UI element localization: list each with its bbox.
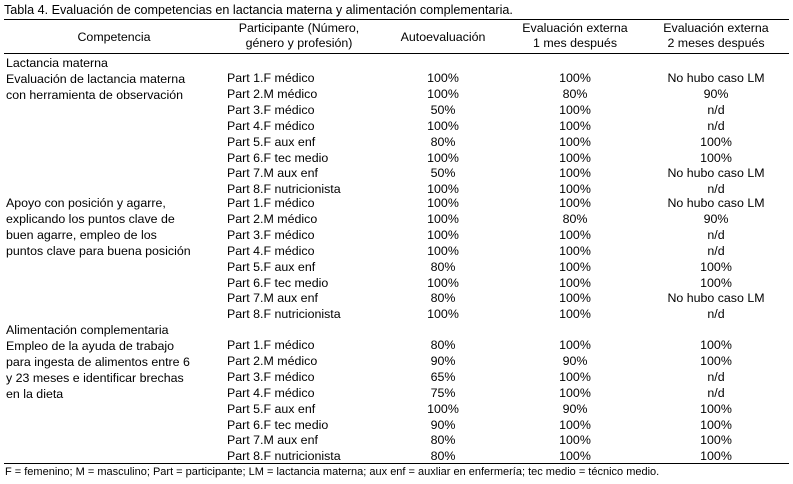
externa-1-cell: 100% — [559, 166, 591, 181]
competence-cell — [6, 322, 221, 402]
competence-line: para ingesta de alimentos entre 6 — [6, 355, 190, 369]
participant-cell: Part 5.F aux enf — [227, 259, 316, 274]
competence-line: puntos clave para buena posición — [6, 244, 191, 258]
competence-line: Lactancia materna — [6, 56, 108, 70]
autoevaluacion-cell: 80% — [430, 338, 456, 352]
competence-line: en la dieta — [6, 387, 64, 401]
participant-cell: Part 6.F tec medio — [227, 150, 329, 165]
table-footnote: F = femenino; M = masculino; Part = participante; LM = lactancia materna; aux enf = auxliar en enfermería; tec medio = técnico medio. — [5, 466, 660, 478]
externa-1-cell: 100% — [559, 275, 591, 290]
autoevaluacion-cell: 80% — [430, 449, 456, 464]
participant-cell: Part 5.F aux enf — [227, 134, 316, 149]
externa-2-cell: 100% — [700, 353, 732, 368]
externa-2-cell: n/d — [707, 102, 725, 117]
competence-line: Alimentación complementaria — [6, 323, 169, 337]
externa-1-cell: 90% — [562, 401, 588, 416]
autoevaluacion-cell: 80% — [430, 134, 456, 149]
table-top-rule — [4, 19, 789, 20]
header-externa-1: Evaluación externa 1 mes después — [522, 21, 628, 50]
externa-1-cell: 80% — [562, 86, 588, 101]
externa-2-cell: 90% — [703, 211, 729, 226]
externa-2-cell: 100% — [700, 338, 732, 352]
externa-1-cell: 80% — [562, 211, 588, 226]
participant-cell: Part 4.F médico — [227, 243, 315, 258]
participant-cell: Part 8.F nutricionista — [227, 449, 341, 464]
externa-1-cell: 100% — [559, 338, 591, 352]
participant-cell: Part 7.M aux enf — [227, 291, 318, 306]
participant-cell: Part 5.F aux enf — [227, 401, 316, 416]
participant-cell: Part 2.M médico — [227, 353, 318, 368]
header-autoevaluacion: Autoevaluación — [400, 30, 486, 44]
autoevaluacion-cell: 90% — [430, 417, 456, 432]
externa-1-cell: 100% — [559, 227, 591, 242]
autoevaluacion-cell: 100% — [427, 401, 459, 416]
externa-1-cell: 90% — [562, 353, 588, 368]
externa-2-cell: n/d — [707, 385, 725, 400]
externa-1-cell: 100% — [559, 102, 591, 117]
competence-line: explicando los puntos clave de — [6, 212, 175, 226]
autoevaluacion-cell: 100% — [427, 118, 459, 133]
externa-2-cell: 100% — [700, 449, 732, 464]
autoevaluacion-cell: 100% — [427, 275, 459, 290]
externa-2-cell: n/d — [707, 369, 725, 384]
participant-cell: Part 6.F tec medio — [227, 417, 329, 432]
externa-2-cell: 100% — [700, 150, 732, 165]
competence-line: Evaluación de lactancia materna — [6, 72, 186, 86]
competence-line: Empleo de la ayuda de trabajo — [6, 339, 175, 353]
autoevaluacion-cell: 100% — [427, 307, 459, 322]
participant-cell: Part 1.F médico — [227, 196, 315, 210]
participant-cell: Part 2.M médico — [227, 86, 318, 101]
autoevaluacion-cell: 100% — [427, 227, 459, 242]
participant-cell: Part 8.F nutricionista — [227, 182, 341, 197]
table-bottom-rule — [4, 463, 789, 464]
competence-line: y 23 meses e identificar brechas — [6, 371, 184, 385]
externa-2-cell: n/d — [707, 227, 725, 242]
participant-cell: Part 4.F médico — [227, 118, 315, 133]
autoevaluacion-cell: 80% — [430, 433, 456, 448]
header-participante: Participante (Número, género y profesión) — [238, 21, 360, 50]
externa-1-cell: 100% — [559, 134, 591, 149]
autoevaluacion-cell: 100% — [427, 71, 459, 85]
autoevaluacion-cell: 80% — [430, 259, 456, 274]
externa-2-cell: n/d — [707, 307, 725, 322]
autoevaluacion-cell: 80% — [430, 291, 456, 306]
participant-cell: Part 6.F tec medio — [227, 275, 329, 290]
externa-1-cell: 100% — [559, 369, 591, 384]
competence-line: Apoyo con posición y agarre, — [6, 196, 166, 210]
autoevaluacion-cell: 100% — [427, 196, 459, 210]
autoevaluacion-cell: 75% — [430, 385, 456, 400]
externa-1-cell: 100% — [559, 385, 591, 400]
externa-2-cell: 100% — [700, 433, 732, 448]
externa-2-cell: n/d — [707, 243, 725, 258]
externa-1-cell: 100% — [559, 243, 591, 258]
externa-1-cell: 100% — [559, 196, 591, 210]
autoevaluacion-cell: 65% — [430, 369, 456, 384]
autoevaluacion-cell: 100% — [427, 243, 459, 258]
externa-1-cell: 100% — [559, 71, 591, 85]
autoevaluacion-cell: 50% — [430, 166, 456, 181]
participant-cell: Part 3.F médico — [227, 102, 315, 117]
autoevaluacion-cell: 90% — [430, 353, 456, 368]
externa-2-cell: 100% — [700, 134, 732, 149]
participant-cell: Part 1.F médico — [227, 338, 315, 352]
externa-2-cell: No hubo caso LM — [667, 71, 765, 85]
autoevaluacion-cell: 100% — [427, 150, 459, 165]
autoevaluacion-cell: 100% — [427, 86, 459, 101]
participant-cell: Part 3.F médico — [227, 369, 315, 384]
externa-1-cell: 100% — [559, 291, 591, 306]
externa-1-cell: 100% — [559, 182, 591, 197]
participant-cell: Part 8.F nutricionista — [227, 307, 341, 322]
externa-2-cell: 100% — [700, 417, 732, 432]
competence-cell — [6, 195, 221, 259]
participant-cell: Part 4.F médico — [227, 385, 315, 400]
externa-2-cell: n/d — [707, 182, 725, 197]
externa-2-cell: 100% — [700, 275, 732, 290]
externa-1-cell: 100% — [559, 150, 591, 165]
participant-cell: Part 7.M aux enf — [227, 166, 318, 181]
externa-1-cell: 100% — [559, 307, 591, 322]
autoevaluacion-cell: 100% — [427, 182, 459, 197]
autoevaluacion-cell: 50% — [430, 102, 456, 117]
externa-1-cell: 100% — [559, 417, 591, 432]
table-caption: Tabla 4. Evaluación de competencias en lactancia materna y alimentación complementaria. — [4, 3, 513, 17]
header-externa-2: Evaluación externa 2 meses después — [663, 21, 769, 50]
externa-1-cell: 100% — [559, 259, 591, 274]
externa-2-cell: No hubo caso LM — [667, 291, 765, 306]
competence-line: con herramienta de observación — [6, 88, 184, 102]
externa-2-cell: No hubo caso LM — [667, 166, 765, 181]
participant-cell: Part 7.M aux enf — [227, 433, 318, 448]
autoevaluacion-cell: 100% — [427, 211, 459, 226]
externa-2-cell: 100% — [700, 259, 732, 274]
externa-2-cell: n/d — [707, 118, 725, 133]
externa-2-cell: No hubo caso LM — [667, 196, 765, 210]
competence-line: buen agarre, empleo de los — [6, 228, 157, 242]
externa-1-cell: 100% — [559, 433, 591, 448]
participant-cell: Part 1.F médico — [227, 71, 315, 85]
header-bottom-rule — [4, 53, 789, 54]
header-competencia: Competencia — [77, 30, 151, 44]
externa-2-cell: 90% — [703, 86, 729, 101]
externa-1-cell: 100% — [559, 118, 591, 133]
externa-1-cell: 100% — [559, 449, 591, 464]
participant-cell: Part 2.M médico — [227, 211, 318, 226]
competence-cell — [6, 55, 221, 103]
participant-cell: Part 3.F médico — [227, 227, 315, 242]
externa-2-cell: 100% — [700, 401, 732, 416]
